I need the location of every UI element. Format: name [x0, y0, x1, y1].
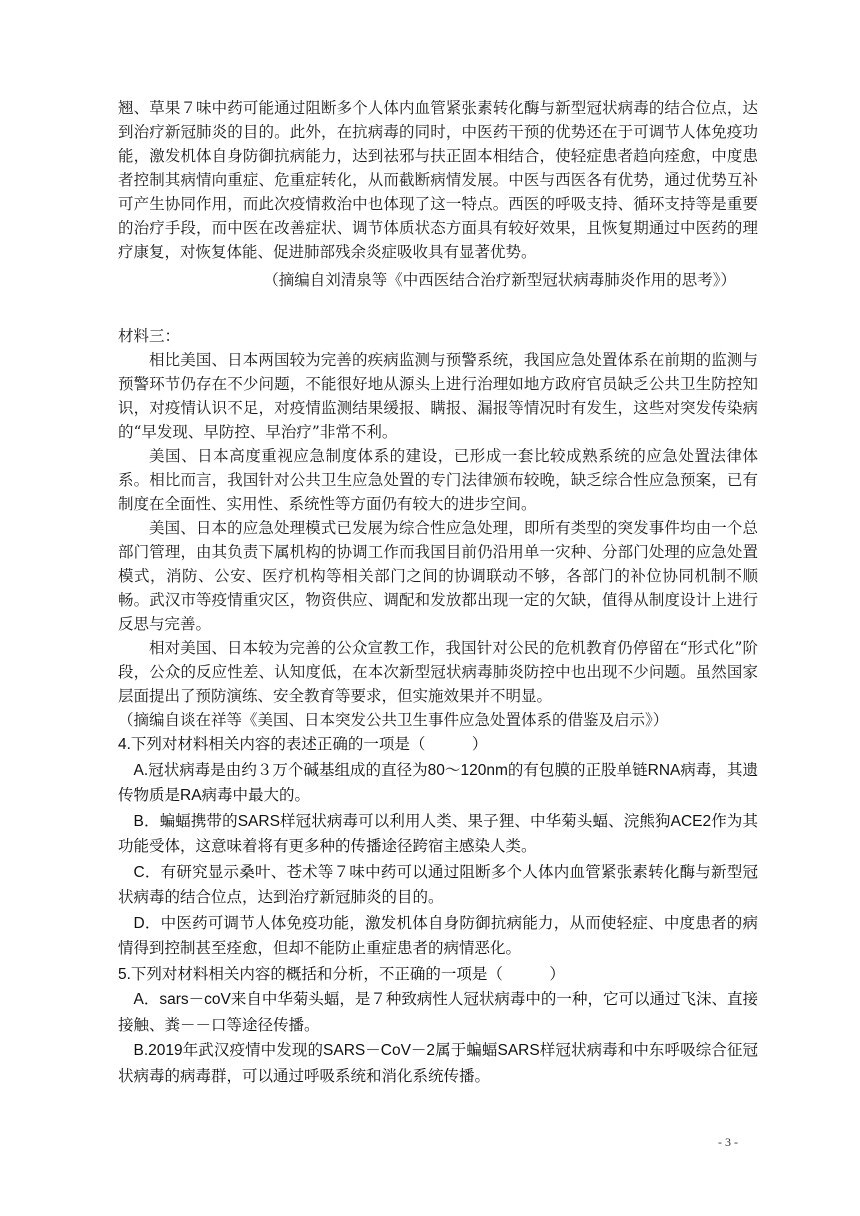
question-4-stem: 4.下列对材料相关内容的表述正确的一项是（ ） [118, 736, 488, 753]
page-content [118, 96, 758, 1089]
question-5-option-a: A．sars－coV来自中华菊头蝠，是７种致病性人冠状病毒中的一种，它可以通过飞沫、直接接触、粪－－口等途径传播。 [118, 991, 758, 1034]
question-4-option-a: A.冠状病毒是由约３万个碱基组成的直径为80～120nm的有包膜的正股单链RNA病毒，其遗传物质是RA病毒中最大的。 [118, 761, 758, 804]
question-5-stem: 5.下列对材料相关内容的概括和分析，不正确的一项是（ ） [118, 965, 565, 983]
question-4-option-c: C．有研究显示桑叶、苍术等７味中药可以通过阻断多个人体内血管紧张素转化酶与新型冠状病毒的结合位点，达到治疗新冠肺炎的目的。 [118, 863, 758, 906]
page-number: - 3 - [718, 1135, 738, 1149]
material3-paragraph-2: 美国、日本高度重视应急制度体系的建设，已形成一套比较成熟系统的应急处置法律体系。相比而言，我国针对公共卫生应急处置的专门法律颁布较晚，缺乏综合性应急预案，已有制度在全面性、实用性、系统性等方面仍有较大的进步空间。 [118, 447, 758, 513]
material3-paragraph-4: 相对美国、日本较为完善的公众宣教工作，我国针对公民的危机教育仍停留在“形式化”阶段，公众的反应性差、认知度低，在本次新型冠状病毒肺炎防控中也出现不少问题。虽然国家层面提出了预防演练、安全教育等要求，但实施效果并不明显。 [118, 639, 758, 705]
question-5-option-b: B.2019年武汉疫情中发现的SARS－CoV－2属于蝙蝠SARS样冠状病毒和中东呼吸综合征冠状病毒的病毒群，可以通过呼吸系统和消化系统传播。 [118, 1042, 758, 1085]
material2-citation: （摘编自刘清泉等《中西医结合治疗新型冠状病毒肺炎作用的思考》） [263, 271, 736, 289]
material3-heading: 材料三： [118, 327, 181, 345]
material3-citation: （摘编自谈在祥等《美国、日本突发公共卫生事件应急处置体系的借鉴及启示》） [118, 711, 669, 729]
question-4-option-b: B．蝙蝠携带的SARS样冠状病毒可以利用人类、果子狸、中华菊头蝠、浣熊狗ACE2作为其功能受体，这意味着将有更多种的传播途径跨宿主感染人类。 [118, 812, 758, 855]
question-4-option-d: D．中医药可调节人体免疫功能，激发机体自身防御抗病能力，从而使轻症、中度患者的病情得到控制甚至痊愈，但却不能防止重症患者的病情恶化。 [118, 914, 758, 957]
material3-paragraph-3: 美国、日本的应急处理模式已发展为综合性应急处理，即所有类型的突发事件均由一个总部门管理，由其负责下属机构的协调工作而我国目前仍沿用单一灾种、分部门处理的应急处置模式，消防、公安、医疗机构等相关部门之间的协调联动不够，各部门的补位协同机制不顺畅。武汉市等疫情重灾区，物资供应、调配和发放都出现一定的欠缺，值得从制度设计上进行反思与完善。 [118, 519, 758, 633]
material3-paragraph-1: 相比美国、日本两国较为完善的疾病监测与预警系统，我国应急处置体系在前期的监测与预警环节仍存在不少问题，不能很好地从源头上进行治理如地方政府官员缺乏公共卫生防控知识，对疫情认识不足，对疫情监测结果缓报、瞒报、漏报等情况时有发生，这些对突发传染病的“早发现、早防控、早治疗”非常不利。 [118, 351, 758, 441]
material2-paragraph: 翘、草果７味中药可能通过阻断多个人体内血管紧张素转化酶与新型冠状病毒的结合位点，达到治疗新冠肺炎的目的。此外，在抗病毒的同时，中医药干预的优势还在于可调节人体免疫功能，激发机体自身防御抗病能力，达到祛邪与扶正固本相结合，使轻症患者趋向痊愈，中度患者控制其病情向重症、危重症转化，从而截断病情发展。中医与西医各有优势，通过优势互补可产生协同作用，而此次疫情救治中也体现了这一特点。西医的呼吸支持、循环支持等是重要的治疗手段，而中医在改善症状、调节体质状态方面具有较好效果，且恢复期通过中医药的理疗康复，对恢复体能、促进肺部残余炎症吸收具有显著优势。 [118, 99, 758, 261]
